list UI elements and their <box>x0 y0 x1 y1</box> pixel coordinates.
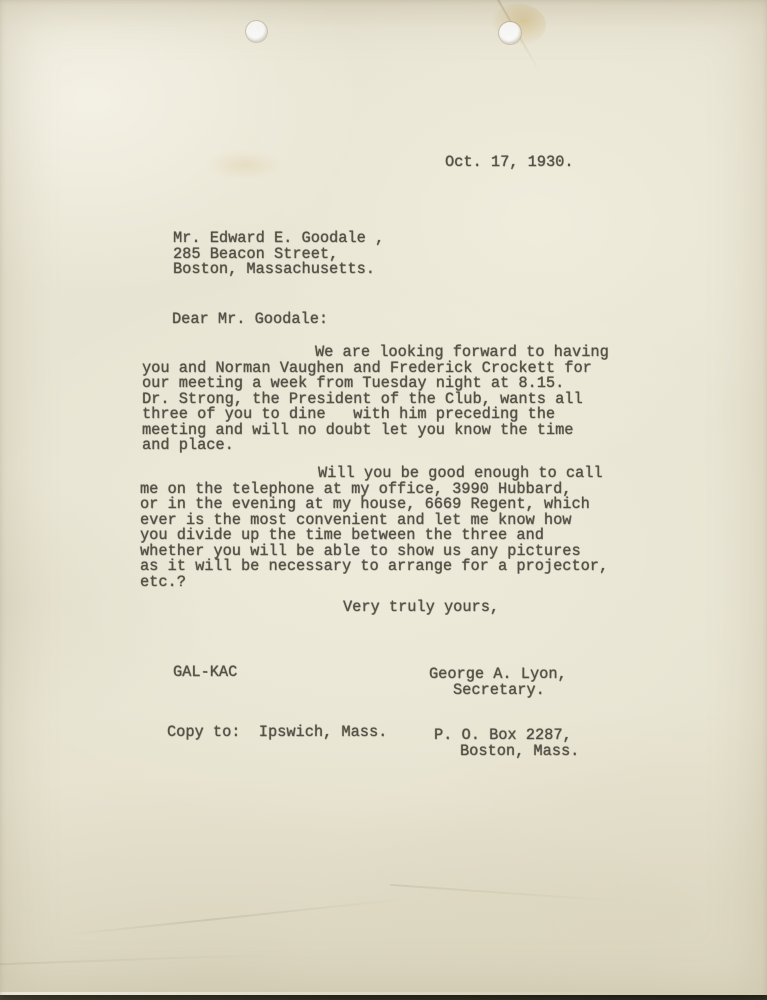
recipient-street: 285 Beacon Street, <box>173 244 339 263</box>
typist-initials: GAL-KAC <box>173 663 238 681</box>
punch-hole-right <box>499 22 521 44</box>
body-paragraph-2 <box>140 466 608 590</box>
body-line: We are looking forward to having <box>315 343 609 361</box>
copy-notation: Copy to: Ipswich, Mass. <box>167 723 388 741</box>
letter-date: Oct. 17, 1930. <box>445 153 574 171</box>
recipient-name: Mr. Edward E. Goodale , <box>173 229 385 247</box>
body-line: or in the evening at my house, 6669 Regent, which <box>140 495 590 513</box>
recipient-address <box>173 231 384 278</box>
body-line: and place. <box>142 436 234 454</box>
body-paragraph-1 <box>142 345 609 454</box>
paper-stain <box>205 150 285 180</box>
body-line: me on the telephone at my office, 3990 Hubbard, <box>140 479 572 498</box>
body-line: three of you to dine with him preceding the <box>142 405 556 423</box>
punch-hole-left <box>246 21 267 42</box>
po-box-line: P. O. Box 2287, <box>434 726 572 744</box>
body-line: meeting and will no doubt let you know the time <box>142 420 574 439</box>
complimentary-closing: Very truly yours, <box>343 598 500 616</box>
po-address-block <box>434 728 579 759</box>
body-line: you and Norman Vaughen and Frederick Crockett for <box>142 358 592 377</box>
body-line: as it will be necessary to arrange for a projector, <box>140 557 609 575</box>
body-line: Will you be good enough to call <box>318 464 603 482</box>
paper-crease <box>390 884 650 904</box>
body-line: whether you will be able to show us any pictures <box>140 541 581 560</box>
recipient-city: Boston, Massachusetts. <box>173 260 375 278</box>
signature-title: Secretary. <box>453 680 545 699</box>
signature-block <box>429 667 567 698</box>
paper-crease <box>61 896 429 937</box>
signature-name: George A. Lyon, <box>429 665 567 683</box>
po-city-line: Boston, Mass. <box>460 741 580 760</box>
paper-crease <box>0 952 310 965</box>
body-line: you divide up the time between the three and <box>140 526 544 544</box>
salutation: Dear Mr. Goodale: <box>172 310 329 328</box>
body-line: etc.? <box>140 572 186 591</box>
body-line: our meeting a week from Tuesday night at 8.15. <box>142 374 565 392</box>
body-line: Dr. Strong, the President of the Club, wants all <box>142 389 583 408</box>
scan-bottom-background-edge <box>0 995 767 1000</box>
body-line: ever is the most convenient and let me know how <box>140 510 572 529</box>
